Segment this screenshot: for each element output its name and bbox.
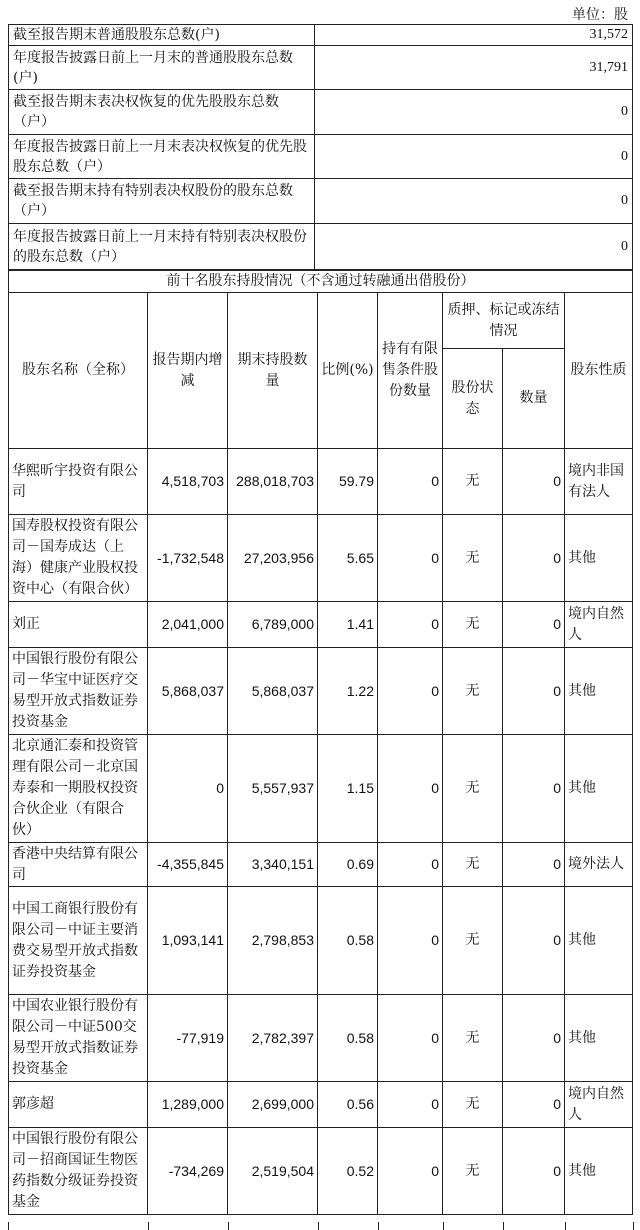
header-held: 期末持股数量: [228, 293, 318, 449]
held-cell: 288,018,703: [228, 449, 318, 515]
ratio-cell: 5.65: [318, 515, 378, 602]
unit-label: 单位：股: [572, 7, 628, 23]
shareholder-name: 中国银行股份有限公司－招商国证生物医药指数分级证券投资基金: [9, 1128, 148, 1215]
held-cell: 27,203,956: [228, 515, 318, 602]
table-row: [9, 995, 633, 1082]
header-qty: 数量: [503, 349, 565, 449]
summary-value: 31,572: [315, 25, 633, 46]
change-cell: 0: [148, 735, 228, 843]
held-cell: 2,782,397: [228, 995, 318, 1082]
status-cell: 无: [443, 449, 503, 515]
summary-row: [9, 25, 633, 46]
table-row: [9, 1082, 633, 1128]
ratio-cell: 0.58: [318, 887, 378, 995]
restricted-cell: 0: [378, 648, 443, 735]
summary-value: 31,791: [315, 46, 633, 90]
nature-cell: 其他: [565, 887, 633, 995]
header-pledge: 质押、标记或冻结情况: [443, 293, 565, 349]
summary-label: 截至报告期末普通股股东总数(户): [9, 25, 315, 46]
held-cell: 2,519,504: [228, 1128, 318, 1215]
qty-cell: 0: [503, 735, 565, 843]
qty-cell: 0: [503, 648, 565, 735]
nature-cell: 其他: [565, 515, 633, 602]
shareholder-name: 华熙昕宇投资有限公司: [9, 449, 148, 515]
nature-cell: 境内自然人: [565, 1082, 633, 1128]
shareholder-name: 中国农业银行股份有限公司－中证500交易型开放式指数证券投资基金: [9, 995, 148, 1082]
table-row: [9, 843, 633, 887]
change-cell: 1,289,000: [148, 1082, 228, 1128]
status-cell: 无: [443, 735, 503, 843]
summary-row: [9, 90, 633, 135]
table-row: [9, 602, 633, 648]
restricted-cell: 0: [378, 449, 443, 515]
restricted-cell: 0: [378, 735, 443, 843]
nature-cell: 其他: [565, 1128, 633, 1215]
summary-label: 截至报告期末表决权恢复的优先股股东总数（户）: [9, 90, 315, 135]
ratio-cell: 1.22: [318, 648, 378, 735]
summary-row: [9, 179, 633, 224]
nature-cell: 境外法人: [565, 843, 633, 887]
ratio-cell: 0.56: [318, 1082, 378, 1128]
table-row: [9, 648, 633, 735]
shareholder-count-table: [8, 24, 633, 270]
change-cell: 4,518,703: [148, 449, 228, 515]
ratio-cell: 0.69: [318, 843, 378, 887]
summary-label: 年度报告披露日前上一月末持有特别表决权股份的股东总数（户）: [9, 224, 315, 270]
status-cell: 无: [443, 1128, 503, 1215]
status-cell: 无: [443, 1082, 503, 1128]
table-row: [9, 1128, 633, 1215]
status-cell: 无: [443, 602, 503, 648]
shareholder-name: 刘正: [9, 602, 148, 648]
ratio-cell: 1.15: [318, 735, 378, 843]
change-cell: -77,919: [148, 995, 228, 1082]
qty-cell: 0: [503, 602, 565, 648]
shareholder-name: 中国工商银行股份有限公司－中证主要消费交易型开放式指数证券投资基金: [9, 887, 148, 995]
shareholder-name: 香港中央结算有限公司: [9, 843, 148, 887]
nature-cell: 其他: [565, 735, 633, 843]
qty-cell: 0: [503, 887, 565, 995]
summary-value: 0: [315, 224, 633, 270]
shareholder-name: 国寿股权投资有限公司－国寿成达（上海）健康产业股权投资中心（有限合伙）: [9, 515, 148, 602]
change-cell: -734,269: [148, 1128, 228, 1215]
summary-value: 0: [315, 135, 633, 179]
summary-label: 年度报告披露日前上一月末的普通股股东总数(户): [9, 46, 315, 90]
header-name: 股东名称（全称）: [9, 293, 148, 449]
nature-cell: 其他: [565, 648, 633, 735]
ratio-cell: 0.52: [318, 1128, 378, 1215]
held-cell: 5,557,937: [228, 735, 318, 843]
header-nature: 股东性质: [565, 293, 633, 449]
status-cell: 无: [443, 648, 503, 735]
ratio-cell: 1.41: [318, 602, 378, 648]
qty-cell: 0: [503, 1082, 565, 1128]
nature-cell: 其他: [565, 995, 633, 1082]
qty-cell: 0: [503, 995, 565, 1082]
header-change: 报告期内增减: [148, 293, 228, 449]
summary-label: 年度报告披露日前上一月末表决权恢复的优先股股东总数（户）: [9, 135, 315, 179]
change-cell: 1,093,141: [148, 887, 228, 995]
header-restricted: 持有有限售条件股份数量: [378, 293, 443, 449]
restricted-cell: 0: [378, 843, 443, 887]
change-cell: -4,355,845: [148, 843, 228, 887]
summary-value: 0: [315, 90, 633, 135]
nature-cell: 境内非国有法人: [565, 449, 633, 515]
restricted-cell: 0: [378, 1082, 443, 1128]
shareholder-name: 北京通汇泰和投资管理有限公司－北京国寿泰和一期股权投资合伙企业（有限合伙）: [9, 735, 148, 843]
change-cell: -1,732,548: [148, 515, 228, 602]
qty-cell: 0: [503, 843, 565, 887]
restricted-cell: 0: [378, 515, 443, 602]
header-ratio: 比例(%): [318, 293, 378, 449]
top-ten-shareholders-table: [8, 270, 633, 1215]
status-cell: 无: [443, 843, 503, 887]
restricted-cell: 0: [378, 602, 443, 648]
held-cell: 3,340,151: [228, 843, 318, 887]
table-row: [9, 449, 633, 515]
summary-row: [9, 135, 633, 179]
status-cell: 无: [443, 887, 503, 995]
held-cell: 5,868,037: [228, 648, 318, 735]
held-cell: 2,699,000: [228, 1082, 318, 1128]
held-cell: 6,789,000: [228, 602, 318, 648]
held-cell: 2,798,853: [228, 887, 318, 995]
table-caption: 前十名股东持股情况（不含通过转融通出借股份）: [9, 271, 633, 293]
summary-row: [9, 46, 633, 90]
change-cell: 5,868,037: [148, 648, 228, 735]
restricted-cell: 0: [378, 1128, 443, 1215]
header-status: 股份状态: [443, 349, 503, 449]
table-row: [9, 735, 633, 843]
table-continuation: [8, 1222, 634, 1230]
status-cell: 无: [443, 995, 503, 1082]
ratio-cell: 0.58: [318, 995, 378, 1082]
ratio-cell: 59.79: [318, 449, 378, 515]
status-cell: 无: [443, 515, 503, 602]
qty-cell: 0: [503, 1128, 565, 1215]
summary-label: 截至报告期末持有特别表决权股份的股东总数（户）: [9, 179, 315, 224]
shareholder-name: 中国银行股份有限公司－华宝中证医疗交易型开放式指数证券投资基金: [9, 648, 148, 735]
qty-cell: 0: [503, 515, 565, 602]
summary-value: 0: [315, 179, 633, 224]
restricted-cell: 0: [378, 887, 443, 995]
restricted-cell: 0: [378, 995, 443, 1082]
shareholder-name: 郭彦超: [9, 1082, 148, 1128]
change-cell: 2,041,000: [148, 602, 228, 648]
summary-row: [9, 224, 633, 270]
table-row: [9, 887, 633, 995]
nature-cell: 境内自然人: [565, 602, 633, 648]
table-row: [9, 515, 633, 602]
qty-cell: 0: [503, 449, 565, 515]
